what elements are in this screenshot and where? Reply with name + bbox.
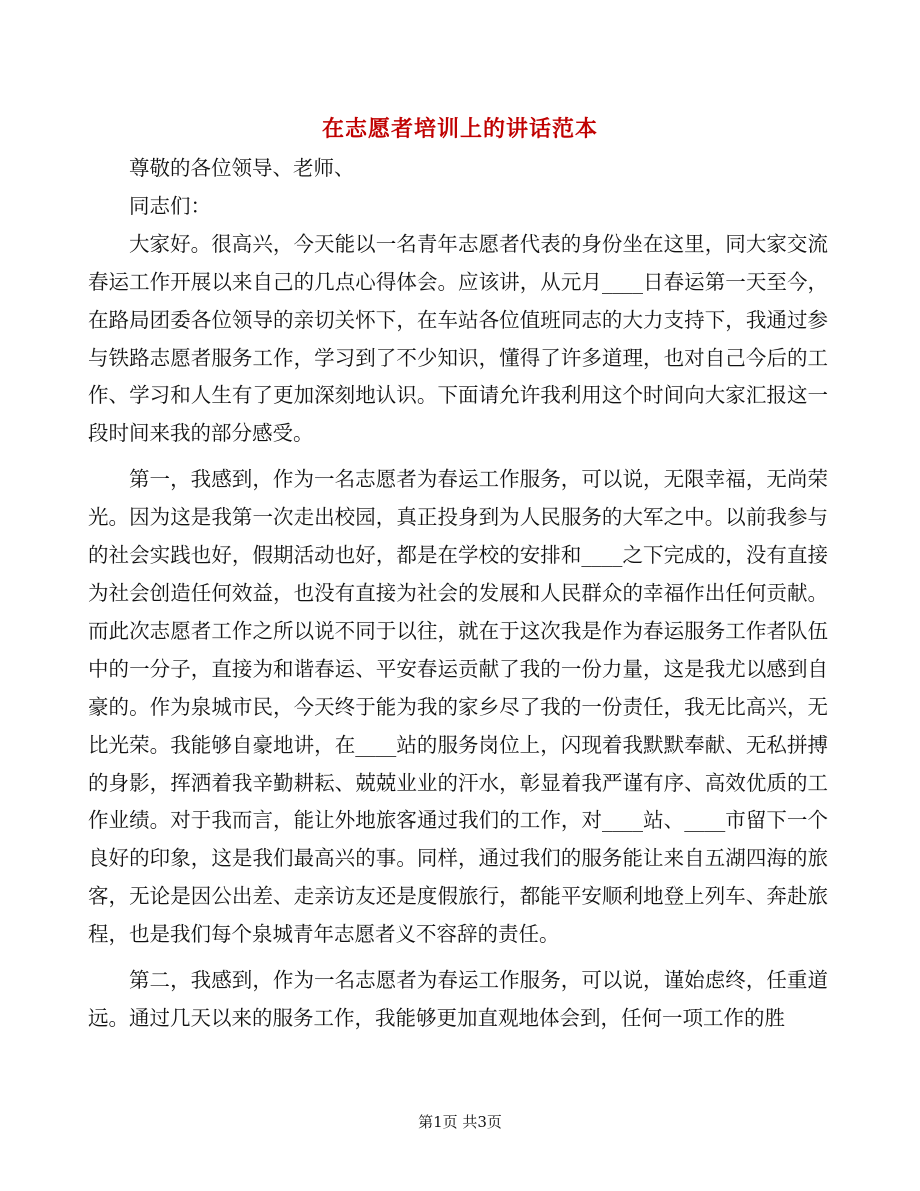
salutation-line-1: 尊敬的各位领导、老师、 xyxy=(129,156,355,180)
document-title: 在志愿者培训上的讲话范本 xyxy=(321,116,598,142)
document-body xyxy=(88,150,828,1046)
paragraph-2: 第一，我感到，作为一名志愿者为春运工作服务，可以说，无限幸福，无尚荣光。因为这是我第一次走出校园，真正投身到为人民服务的大军之中。以前我参与的社会实践也好，假期活动也好，都是在学校的安排和____之下完成的，没有直接为社会创造任何效益，也没有直接为社会的发展和人民群众的幸福作出任何贡献。而此次志愿者工作之所以说不同于以往，就在于这次我是作为春运服务工作者队伍中的一分子，直接为和谐春运、平安春运贡献了我的一份力量，这是我尤以感到自豪的。作为泉城市民，今天终于能为我的家乡尽了我的一份责任，我无比高兴，无比光荣。我能够自豪地讲，在____站的服务岗位上，闪现着我默默奉献、无私拼搏的身影，挥洒着我辛勤耕耘、兢兢业业的汗水，彰显着我严谨有序、高效优质的工作业绩。对于我而言，能让外地旅客通过我们的工作，对____站、____市留下一个良好的印象，这是我们最高兴的事。同样，通过我们的服务能让来自五湖四海的旅客，无论是因公出差、走亲访友还是度假旅行，都能平安顺利地登上列车、奔赴旅程，也是我们每个泉城青年志愿者义不容辞的责任。 xyxy=(88,467,828,947)
paragraph-1: 大家好。很高兴，今天能以一名青年志愿者代表的身份坐在这里，同大家交流春运工作开展以来自己的几点心得体会。应该讲，从元月____日春运第一天至今，在路局团委各位领导的亲切关怀下，在车站各位值班同志的大力支持下，我通过参与铁路志愿者服务工作，学习到了不少知识，懂得了许多道理，也对自己今后的工作、学习和人生有了更加深刻地认识。下面请允许我利用这个时间向大家汇报这一段时间来我的部分感受。 xyxy=(88,231,828,446)
page-number: 第1页 共3页 xyxy=(418,1113,502,1131)
paragraph-3: 第二，我感到，作为一名志愿者为春运工作服务，可以说，谨始虑终，任重道远。通过几天以来的服务工作，我能够更加直观地体会到，任何一项工作的胜 xyxy=(88,968,828,1030)
salutation-line-2: 同志们： xyxy=(129,193,211,218)
